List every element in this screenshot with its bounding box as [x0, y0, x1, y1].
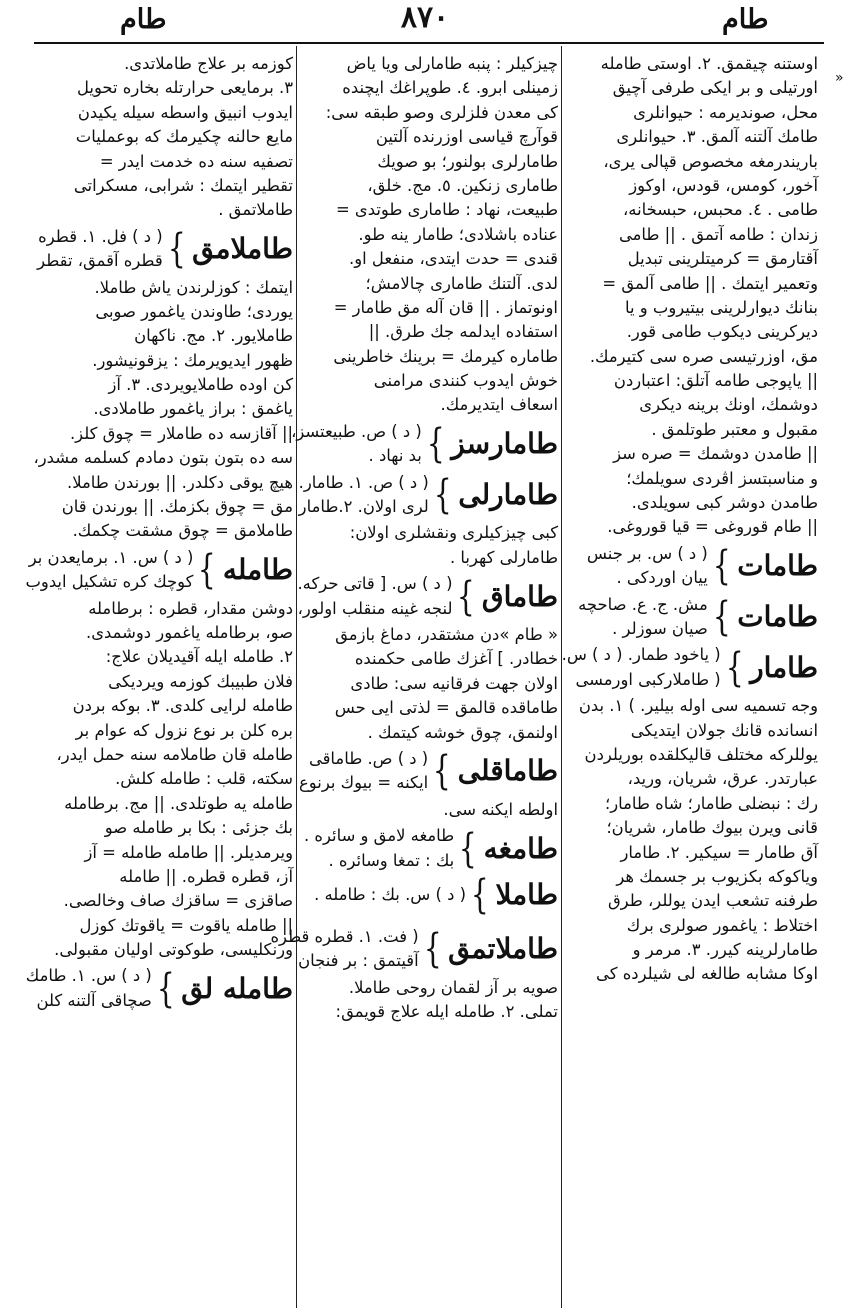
text-line: خطادر. ] آغزك طامی حكمنده [354, 649, 558, 669]
dictionary-entry [25, 964, 293, 1013]
text-line: كوچك كره تشكيل ايدوب [25, 572, 194, 592]
text-line: صچاقی آلتنه كلن [36, 990, 152, 1010]
text-line: يوللركه مختلف قاليكلقده بوريلردن [584, 744, 818, 764]
text-line: || طامدن دوشمك = صره سز [613, 444, 818, 464]
text-line: || طام قوروغی = قيا قوروغی. [607, 517, 818, 537]
text-line: ايدوب انبيق واسطه سيله يكيدن [77, 102, 293, 122]
brace: } [423, 926, 442, 973]
text-block [565, 52, 818, 540]
text-line: ( د ) فل. ۱. قطره [38, 226, 163, 246]
text-line: ( د ) ص. طاماقی [308, 748, 429, 768]
brace: } [459, 825, 477, 872]
running-head-right: طام [722, 4, 769, 35]
text-line: كبی چيزكيلری ونقشلری اولان: [349, 523, 558, 543]
text-line: آق طامار = سيكير. ۲. طامار [620, 842, 818, 862]
margin-mark: » [835, 70, 844, 86]
dictionary-entry [561, 643, 818, 692]
text-line: طاماقده قالمق = لذتی ايی حس [334, 698, 558, 718]
text-line: ( فت. ۱. قطره قطره [270, 926, 419, 946]
headword: طامات [737, 549, 818, 583]
dictionary-column-middle [270, 52, 558, 1304]
brace: } [433, 472, 452, 519]
running-head-left: طام [120, 4, 167, 35]
text-line: صيان سوزلر . [612, 618, 708, 638]
text-line: يوردی؛ طاوندن ياغمور صوبی [95, 301, 293, 321]
definition [35, 225, 163, 274]
headword: طامارلی [458, 478, 558, 512]
dictionary-entry [35, 225, 293, 274]
text-line: هيچ يوقی دكلدر. || بورندن طاملا. [66, 472, 293, 492]
definition [297, 572, 453, 621]
text-line: آقتارمق = كرميتلرينی تبديل [627, 249, 818, 269]
text-line: || آقازسه ده طاملار = چوق كلز. [69, 423, 293, 443]
column-divider [296, 46, 297, 1308]
brace: } [426, 421, 445, 468]
brace: } [712, 543, 731, 590]
text-line: ( د ) ص. ۱. طامار. [298, 472, 429, 492]
text-line: استفاده ايدلمه جك طرق. || [368, 322, 558, 342]
text-line: ۳. برمايعی حرارتله بخاره تحويل [76, 78, 293, 98]
text-line: تقطير ايتمك : شرابی، مسكراتی [73, 175, 293, 195]
text-line: ايتمك : كوزلرندن ياش طاملا. [94, 277, 293, 297]
brace: } [712, 593, 731, 640]
brace: } [457, 573, 476, 620]
text-line: طامارلرينه كيرر. ۳. مرمر و [632, 940, 818, 960]
dictionary-entry [297, 572, 558, 621]
text-line: طامغه لامق و سائره . [304, 826, 455, 846]
text-line: انسانده قانك جولان ايتديكی [630, 720, 818, 740]
definition [561, 643, 721, 692]
text-line: و مناسبتسز اڤردی سويلمك؛ [626, 468, 818, 488]
text-line: لدی. آلتنك طاماری چالامش؛ [365, 273, 558, 293]
definition [25, 546, 194, 595]
text-line: صو، برطامله ياغمور دوشمدی. [86, 622, 293, 642]
dictionary-entry [300, 747, 558, 796]
text-line: مش. ج. ع. صاحچه [578, 594, 708, 614]
text-line: طامی . ٤. محبس، حبسخانه، [623, 200, 818, 220]
headword: طاملاتمق [448, 932, 558, 966]
definition [300, 471, 429, 520]
dictionary-entry [300, 824, 558, 873]
text-line: بنانك ديوارلرينی بيتيروب و يا [625, 297, 818, 317]
text-block [565, 694, 818, 987]
text-block [300, 52, 558, 418]
text-line: ۲. طامله ايله آقيديلان علاج: [105, 647, 293, 667]
text-line: طامارلی كهربا . [450, 547, 558, 567]
headword: طامات [737, 599, 818, 633]
text-line: بك : تمغا وسائره . [328, 850, 455, 870]
text-line: بره كلن بر نوع نزول كه عوام بر [75, 720, 293, 740]
text-line: چيزكيلر : پنبه طامارلی ويا ياض [346, 54, 558, 73]
text-line: سه ده بتون بتون دمادم كسلمه مشدر، [33, 448, 293, 468]
text-line: لری اولان. ۲.طامار [298, 497, 429, 517]
text-line: طامله لرايی كلدی. ۳. بوكه بردن [72, 696, 293, 716]
text-line: خوش ايدوب كنندی مرامنی [373, 371, 558, 391]
brace: } [433, 748, 451, 795]
page-number: ۸۷۰ [400, 0, 450, 35]
dictionary-column-left [25, 52, 293, 1304]
definition [270, 925, 419, 974]
text-line: صاقزی = ساقزك صاف وخالصی. [63, 891, 293, 911]
text-line: ( د ) س. ۱. طامك [25, 966, 152, 986]
text-line: ظهور ايديويرمك : يزقونيشور. [92, 350, 293, 370]
text-line: اختلاط : ياغمور صولری برك [626, 915, 818, 935]
text-line: صويه بر آز لقمان روحی طاملا. [348, 977, 558, 997]
text-line: قندی = حدت ايتدی، منفعل او. [349, 249, 558, 269]
text-line: طامك آلتنه آلمق. ۳. حيوانلری [616, 127, 818, 147]
text-line: طبيعت، نهاد : طاماری طوتدی = [335, 200, 558, 220]
text-line: اورتيلی و بر ايكی طرفی آچيق [612, 78, 818, 98]
definition [25, 964, 152, 1013]
text-line: آقيتمق : بر فنجان [298, 951, 419, 971]
dictionary-column-right [561, 52, 818, 1304]
text-line: آز، قطره قطره. || طامله [119, 866, 293, 886]
text-line: ييان اوردكی . [616, 568, 708, 588]
text-line: مق = چوق بكزمك. || بورندن قان [61, 497, 293, 517]
text-line: لنجه غينه منقلب اولور، [297, 598, 453, 618]
text-line: كی معدن فلزلری وصو طبقه سی: [325, 102, 558, 122]
text-line: رك : نبضلی طامار؛ شاه طامار؛ [605, 793, 818, 813]
text-line: طامله قان طاملامه سنه حمل ايدر، [56, 744, 293, 764]
dictionary-entry [291, 420, 558, 469]
text-line: وتعمير ايتمك . || طامی آلمق = [602, 273, 818, 293]
text-line: مايع حالنه چكيرمك كه بوعمليات [75, 127, 293, 147]
text-line: طاملايور. ۲. مج. ناكهان [134, 326, 293, 346]
text-line: وياكوكه بكزيوب بر جسمك هر [616, 866, 818, 886]
text-line: ( د ) ص. طبيعتسز، [291, 421, 422, 441]
headword: طاملا [495, 877, 558, 911]
text-block [35, 597, 293, 963]
headword: طامغه [483, 831, 558, 865]
headword: طاماقلی [457, 754, 558, 788]
text-line: ( د ) س. بر جنس [586, 543, 708, 563]
text-line: اولان جهت فرقانيه سی: طادی [350, 673, 558, 693]
dictionary-entry [25, 546, 293, 595]
definition [565, 542, 708, 591]
text-block [300, 623, 558, 745]
brace: } [470, 871, 489, 918]
text-line: « طام »دن مشتقدر، دماغ بازمق [335, 624, 558, 644]
text-line: بد نهاد . [368, 446, 422, 466]
text-line: قوآرچ قياسی اوزرنده آلتين [375, 127, 558, 147]
text-line: ( د ) س. [ قاتی حركه. [297, 574, 453, 594]
text-line: طامله يه طوتلدی. || مج. برطامله [64, 793, 293, 813]
text-line: تصفيه سنه ده خدمت ايدر = [99, 151, 293, 171]
text-line: مق، اوزرتيسی صره سی كتيرمك. [589, 346, 818, 366]
headword: طامار [750, 650, 818, 684]
text-line: دوشن مقدار، قطره : برطامله [88, 598, 293, 618]
headword: طامله [222, 553, 293, 587]
text-line: زمينلی ابرو. ٤. طوپراغك ايچنده [342, 78, 558, 98]
definition [291, 420, 422, 469]
text-line: عناده باشلادی؛ طامار ينه طو. [358, 224, 558, 244]
headword: طامله لق [181, 971, 293, 1005]
text-line: بك جزئی : بكا بر طامله صو [104, 818, 293, 838]
headword: طاملامق [192, 232, 293, 266]
text-line: ويرمديلر. || طامله طامله = آز [84, 842, 293, 862]
text-line: اولنمق، چوق خوشه كيتمك . [367, 722, 558, 742]
text-line: محل، صونديرمه : حيوانلری [633, 102, 818, 122]
definition [565, 593, 708, 642]
text-line: طامارلری بولنور؛ بو صويك [377, 151, 558, 171]
text-line: دوشمك، اونك برينه ديكری [639, 395, 818, 415]
text-line: اسعاف ايتديرمك. [440, 395, 558, 415]
text-line: || طامله ياقوت = ياقوتك كوزل [79, 915, 293, 935]
dictionary-entry [565, 542, 818, 591]
text-line: || ياپوجی طامه آتلق: اعتباردن [613, 371, 818, 391]
text-line: اوكا مشابه طالغه لی شيلرده كی [596, 964, 818, 984]
text-line: اولطه ايكنه سی. [443, 799, 558, 819]
brace: } [198, 547, 217, 594]
text-line: قطره آقمق، تقطر [37, 251, 163, 271]
text-line: ( د ) س. بك : طامله . [314, 884, 467, 904]
text-line: اونوتماز . || قان آله مق طامار = [333, 297, 558, 317]
text-line: طامارى زنكين. ٥. مج. خلق، [367, 175, 558, 195]
definition [300, 747, 428, 796]
dictionary-entry [300, 871, 558, 918]
definition [300, 824, 454, 873]
brace: } [725, 644, 744, 691]
dictionary-entry [565, 593, 818, 642]
dictionary-entry [300, 471, 558, 520]
column-divider [561, 46, 562, 1308]
text-line: ورنكليسی، طوكوتی اوليان مقبولی. [54, 940, 293, 960]
text-line: ( طاملاركبی اورمسی [575, 669, 721, 689]
text-block [35, 52, 293, 223]
text-line: ايكنه = بيوك برنوع [299, 773, 429, 793]
brace: } [156, 965, 175, 1012]
text-line: ( د ) س. ۱. برمايعدن بر [28, 547, 194, 567]
text-line: باريندرمغه مخصوص قپالی يری، [603, 151, 818, 171]
text-line: ديركرينی ديكوب طامی قور. [626, 322, 818, 342]
definition [300, 883, 466, 907]
text-line: طاملامق = چوق مشقت چكمك. [72, 521, 293, 541]
text-line: طامدن دوشر كبی سويلدی. [631, 493, 818, 513]
dictionary-entry [270, 925, 558, 974]
text-line: كن اوده طاملايويردی. ۳. آز [108, 375, 293, 395]
text-line: قانی ويرن بيوك طامار، شريان؛ [606, 818, 818, 838]
text-line: طاماره كيرمك = برينك خاطرينی [333, 346, 558, 366]
text-line: عبارتدر. عرق، شريان، وريد، [627, 769, 818, 789]
text-block [35, 276, 293, 544]
text-line: طرفنه تشعب ايدن يوللر، طرق [607, 891, 818, 911]
text-line: اوستنه چيقمق. ۲. اوستی طامله [600, 54, 818, 73]
brace: } [167, 226, 186, 273]
text-line: مقبول و معتبر طوتلمق . [651, 419, 818, 439]
page-header [0, 0, 848, 40]
text-line: وجه تسميه سی اوله بيلير. ) ۱. بدن [578, 696, 818, 716]
text-line: زندان : طامه آتمق . || طامی [618, 224, 818, 244]
text-block [300, 521, 558, 570]
text-block [300, 976, 558, 1025]
text-line: فلان طبيبك كوزمه ويرديكی [108, 671, 293, 691]
text-line: ياغمق : براز ياغمور طاملادی. [93, 399, 293, 419]
text-block [300, 798, 558, 822]
text-line: آخور، كومس، قودس، اوكوز [629, 175, 818, 195]
text-line: طاملاتمق . [218, 200, 293, 220]
text-line: سكته، قلب : طامله كلش. [115, 769, 293, 789]
headword: طامارسز [451, 427, 558, 461]
text-line: تملی. ۲. طامله ايله علاج قويمق: [335, 1002, 558, 1022]
header-rule [34, 42, 824, 44]
text-line: ( ياخود طمار. ( د ) س. [561, 645, 721, 665]
text-line: كوزمه بر علاج طاملاتدی. [124, 54, 293, 73]
headword: طاماق [481, 579, 558, 613]
